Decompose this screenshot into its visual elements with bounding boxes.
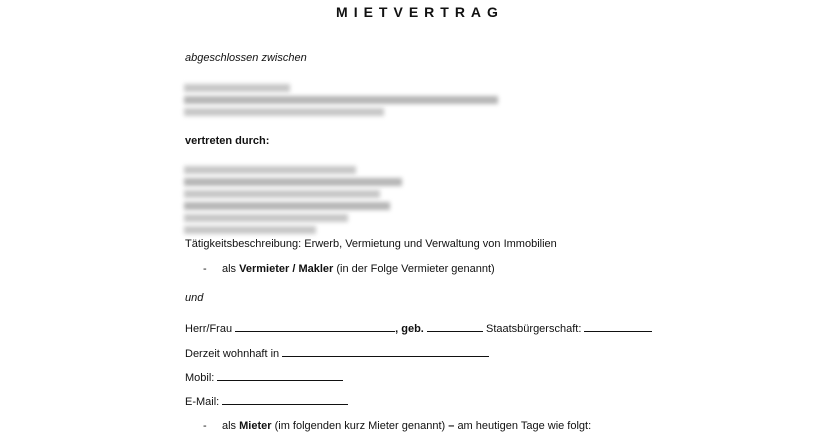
represented-by-heading: vertreten durch:	[185, 135, 270, 147]
activity-description: Tätigkeitsbeschreibung: Erwerb, Vermietung und Verwaltung von Immobilien	[185, 238, 557, 250]
email-row	[185, 394, 348, 409]
born-label: , geb.	[395, 323, 424, 335]
landlord-bullet	[222, 262, 495, 276]
tenant-pre: als	[222, 420, 237, 432]
intro-text: abgeschlossen zwischen	[185, 52, 307, 64]
tenant-bullet	[222, 419, 591, 433]
address-blank[interactable]	[282, 346, 489, 357]
landlord-role: Vermieter / Makler	[239, 263, 334, 275]
landlord-bullet-dash: -	[203, 263, 207, 275]
name-label: Herr/Frau	[185, 323, 233, 335]
tenant-bullet-dash: -	[203, 420, 207, 432]
and-text: und	[185, 292, 204, 304]
tenant-role: Mieter	[239, 420, 272, 432]
email-blank[interactable]	[222, 394, 348, 405]
citizenship-blank[interactable]	[584, 321, 652, 332]
mobile-row	[185, 370, 343, 385]
document-title: MIETVERTRAG	[336, 4, 504, 20]
tenant-dash: –	[448, 420, 455, 432]
birthdate-blank[interactable]	[427, 321, 483, 332]
name-row	[185, 321, 652, 336]
email-label: E-Mail:	[185, 396, 220, 408]
landlord-pre: als	[222, 263, 237, 275]
citizenship-label: Staatsbürgerschaft:	[485, 323, 582, 335]
mobile-blank[interactable]	[217, 370, 343, 381]
tenant-post: (im folgenden kurz Mieter genannt)	[274, 420, 446, 432]
tenant-tail: am heutigen Tage wie folgt:	[457, 420, 592, 432]
address-row	[185, 346, 489, 361]
address-label: Derzeit wohnhaft in	[185, 348, 280, 360]
landlord-post: (in der Folge Vermieter genannt)	[336, 263, 495, 275]
name-blank[interactable]	[235, 321, 395, 332]
mobile-label: Mobil:	[185, 372, 215, 384]
